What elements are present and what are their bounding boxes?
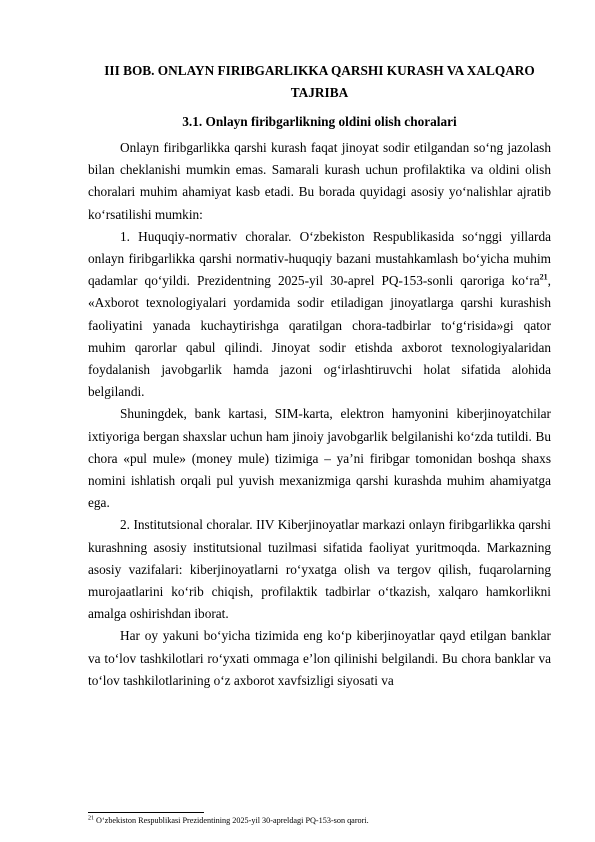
footnote — [88, 815, 369, 826]
footnote-text: O‘zbekiston Respublikasi Prezidentining 2025-yil 30-apreldagi PQ-153-son qarori. — [96, 816, 369, 825]
footnote-reference: 21 — [539, 272, 548, 282]
section-title: 3.1. Onlayn firibgarlikning oldini olish choralari — [182, 114, 457, 129]
document-page — [88, 60, 551, 692]
paragraph-intro: Onlayn firibgarlikka qarshi kurash faqat jinoyat sodir etilgandan so‘ng jazolash bilan cheklanishi mumkin emas. Samarali kurash uchun profilaktika va oldini olish choralari muhim ahamiyat kasb etadi. Bu borada quyidagi asosiy yo‘nalishlar ajratib ko‘rsatilishi mumkin: — [88, 140, 551, 222]
paragraph-institutional-measures: 2. Institutsional choralar. IIV Kiberjinoyatlar markazi onlayn firibgarlikka qarshi kurashning asosiy institutsional tuzilmasi sifatida faoliyat yuritmoqda. Markazning asosiy vazifalari: kiberjinoyatlarni ro‘yxatga olish va tergov qilish, fuqarolarning murojaatlarini ko‘rib chiqish, profilaktik tadbirlar o‘tkazish, xalqaro hamkorlikni amalga oshirishdan iborat. — [88, 517, 551, 622]
paragraph-text: 1. Huquqiy-normativ choralar. O‘zbekiston Respublikasida so‘nggi yillarda onlayn firibgarlikka qarshi normativ-huquqiy bazani mustahkamlash bo‘yicha muhim qadamlar qo‘yildi. Prezidentning 2025-yil 30-aprel PQ-153-sonli qaroriga ko‘ra — [88, 228, 551, 289]
paragraph-text: , «Axborot texnologiyalari yordamida sodir etiladigan jinoyatlarga qarshi kurashish faoliyatini yanada kuchaytirishga qaratilgan chora-tadbirlar to‘g‘risida»gi qator muhim qarorlar qabul qilindi. Jinoyat sodir etishda axborot texnologiyalaridan foydalanish javobgarlik hamda jazoni og‘irlashtiruvchi holat sifatida alohida belgilandi. — [88, 273, 551, 400]
paragraph-legal-measures — [88, 226, 551, 404]
footnote-separator — [88, 812, 204, 813]
paragraph-money-mule: Shuningdek, bank kartasi, SIM-karta, elektron hamyonini kiberjinoyatchilar ixtiyoriga bergan shaxslar uchun ham jinoiy javobgarlik belgilanishi ko‘zda tutildi. Bu chora «pul mule» (money mule) tizimiga – ya’ni firibgar tomonidan boshqa shaxs nomini ishlatish orqali pul yuvish mexanizmiga qarshi kurashda muhim ahamiyatga ega. — [88, 406, 551, 511]
paragraph-monthly-report: Har oy yakuni bo‘yicha tizimida eng ko‘p kiberjinoyatlar qayd etilgan banklar va to‘lov tashkilotlari ro‘yxati ommaga e’lon qilinishi belgilandi. Bu chora banklar va to‘lov tashkilotlarining o‘z axborot xavfsizligi siyosati va — [88, 628, 551, 688]
footnote-number: 21 — [88, 815, 94, 822]
chapter-title: III BOB. ONLAYN FIRIBGARLIKKA QARSHI KURASH VA XALQARO TAJRIBA — [104, 63, 535, 100]
